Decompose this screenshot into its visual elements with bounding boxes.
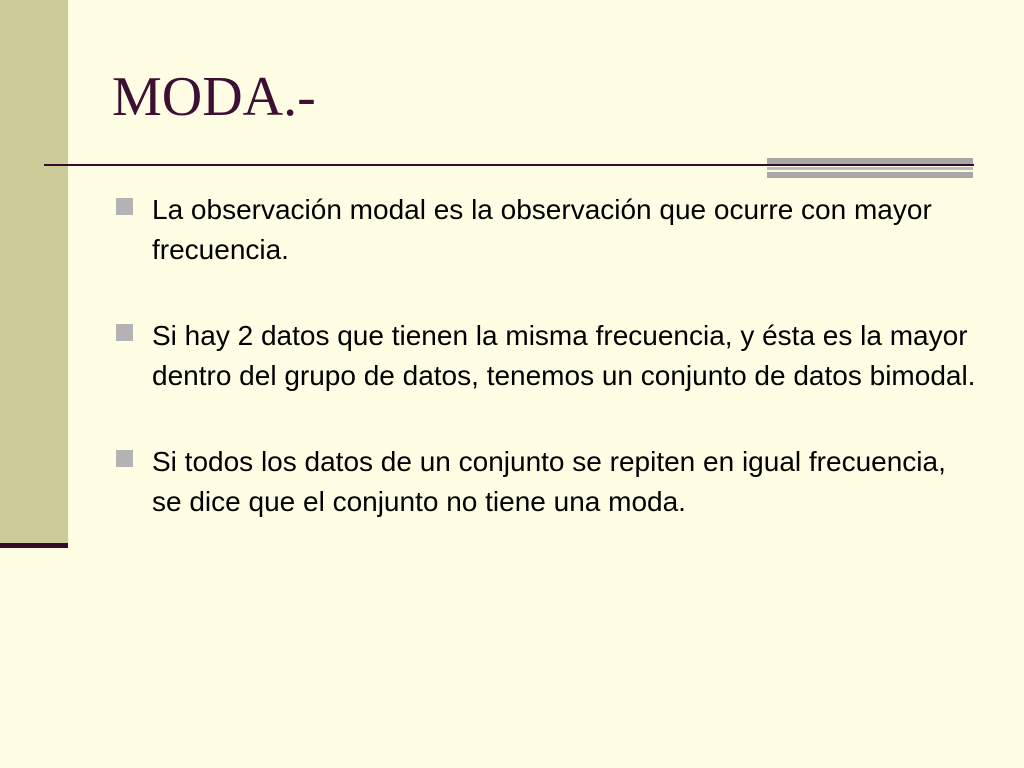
side-decoration-bar	[0, 0, 68, 546]
bullet-text: La observación modal es la observación que ocurre con mayor frecuencia.	[152, 194, 932, 265]
square-bullet-icon	[116, 324, 133, 341]
accent-stripe	[767, 172, 973, 178]
side-bar-underline	[0, 543, 68, 548]
square-bullet-icon	[116, 198, 133, 215]
accent-stripe	[767, 167, 973, 170]
bullet-list	[116, 190, 976, 568]
bullet-item	[116, 190, 976, 270]
square-bullet-icon	[116, 450, 133, 467]
bullet-text: Si todos los datos de un conjunto se repiten en igual frecuencia, se dice que el conjunto no tiene una moda.	[152, 446, 946, 517]
bullet-text: Si hay 2 datos que tienen la misma frecuencia, y ésta es la mayor dentro del grupo de datos, tenemos un conjunto de datos bimodal.	[152, 320, 976, 391]
bullet-item	[116, 316, 976, 396]
bullet-item	[116, 442, 976, 522]
slide-title: MODA.-	[112, 66, 316, 128]
title-accent-stripes	[767, 158, 973, 178]
accent-stripe	[767, 158, 973, 164]
